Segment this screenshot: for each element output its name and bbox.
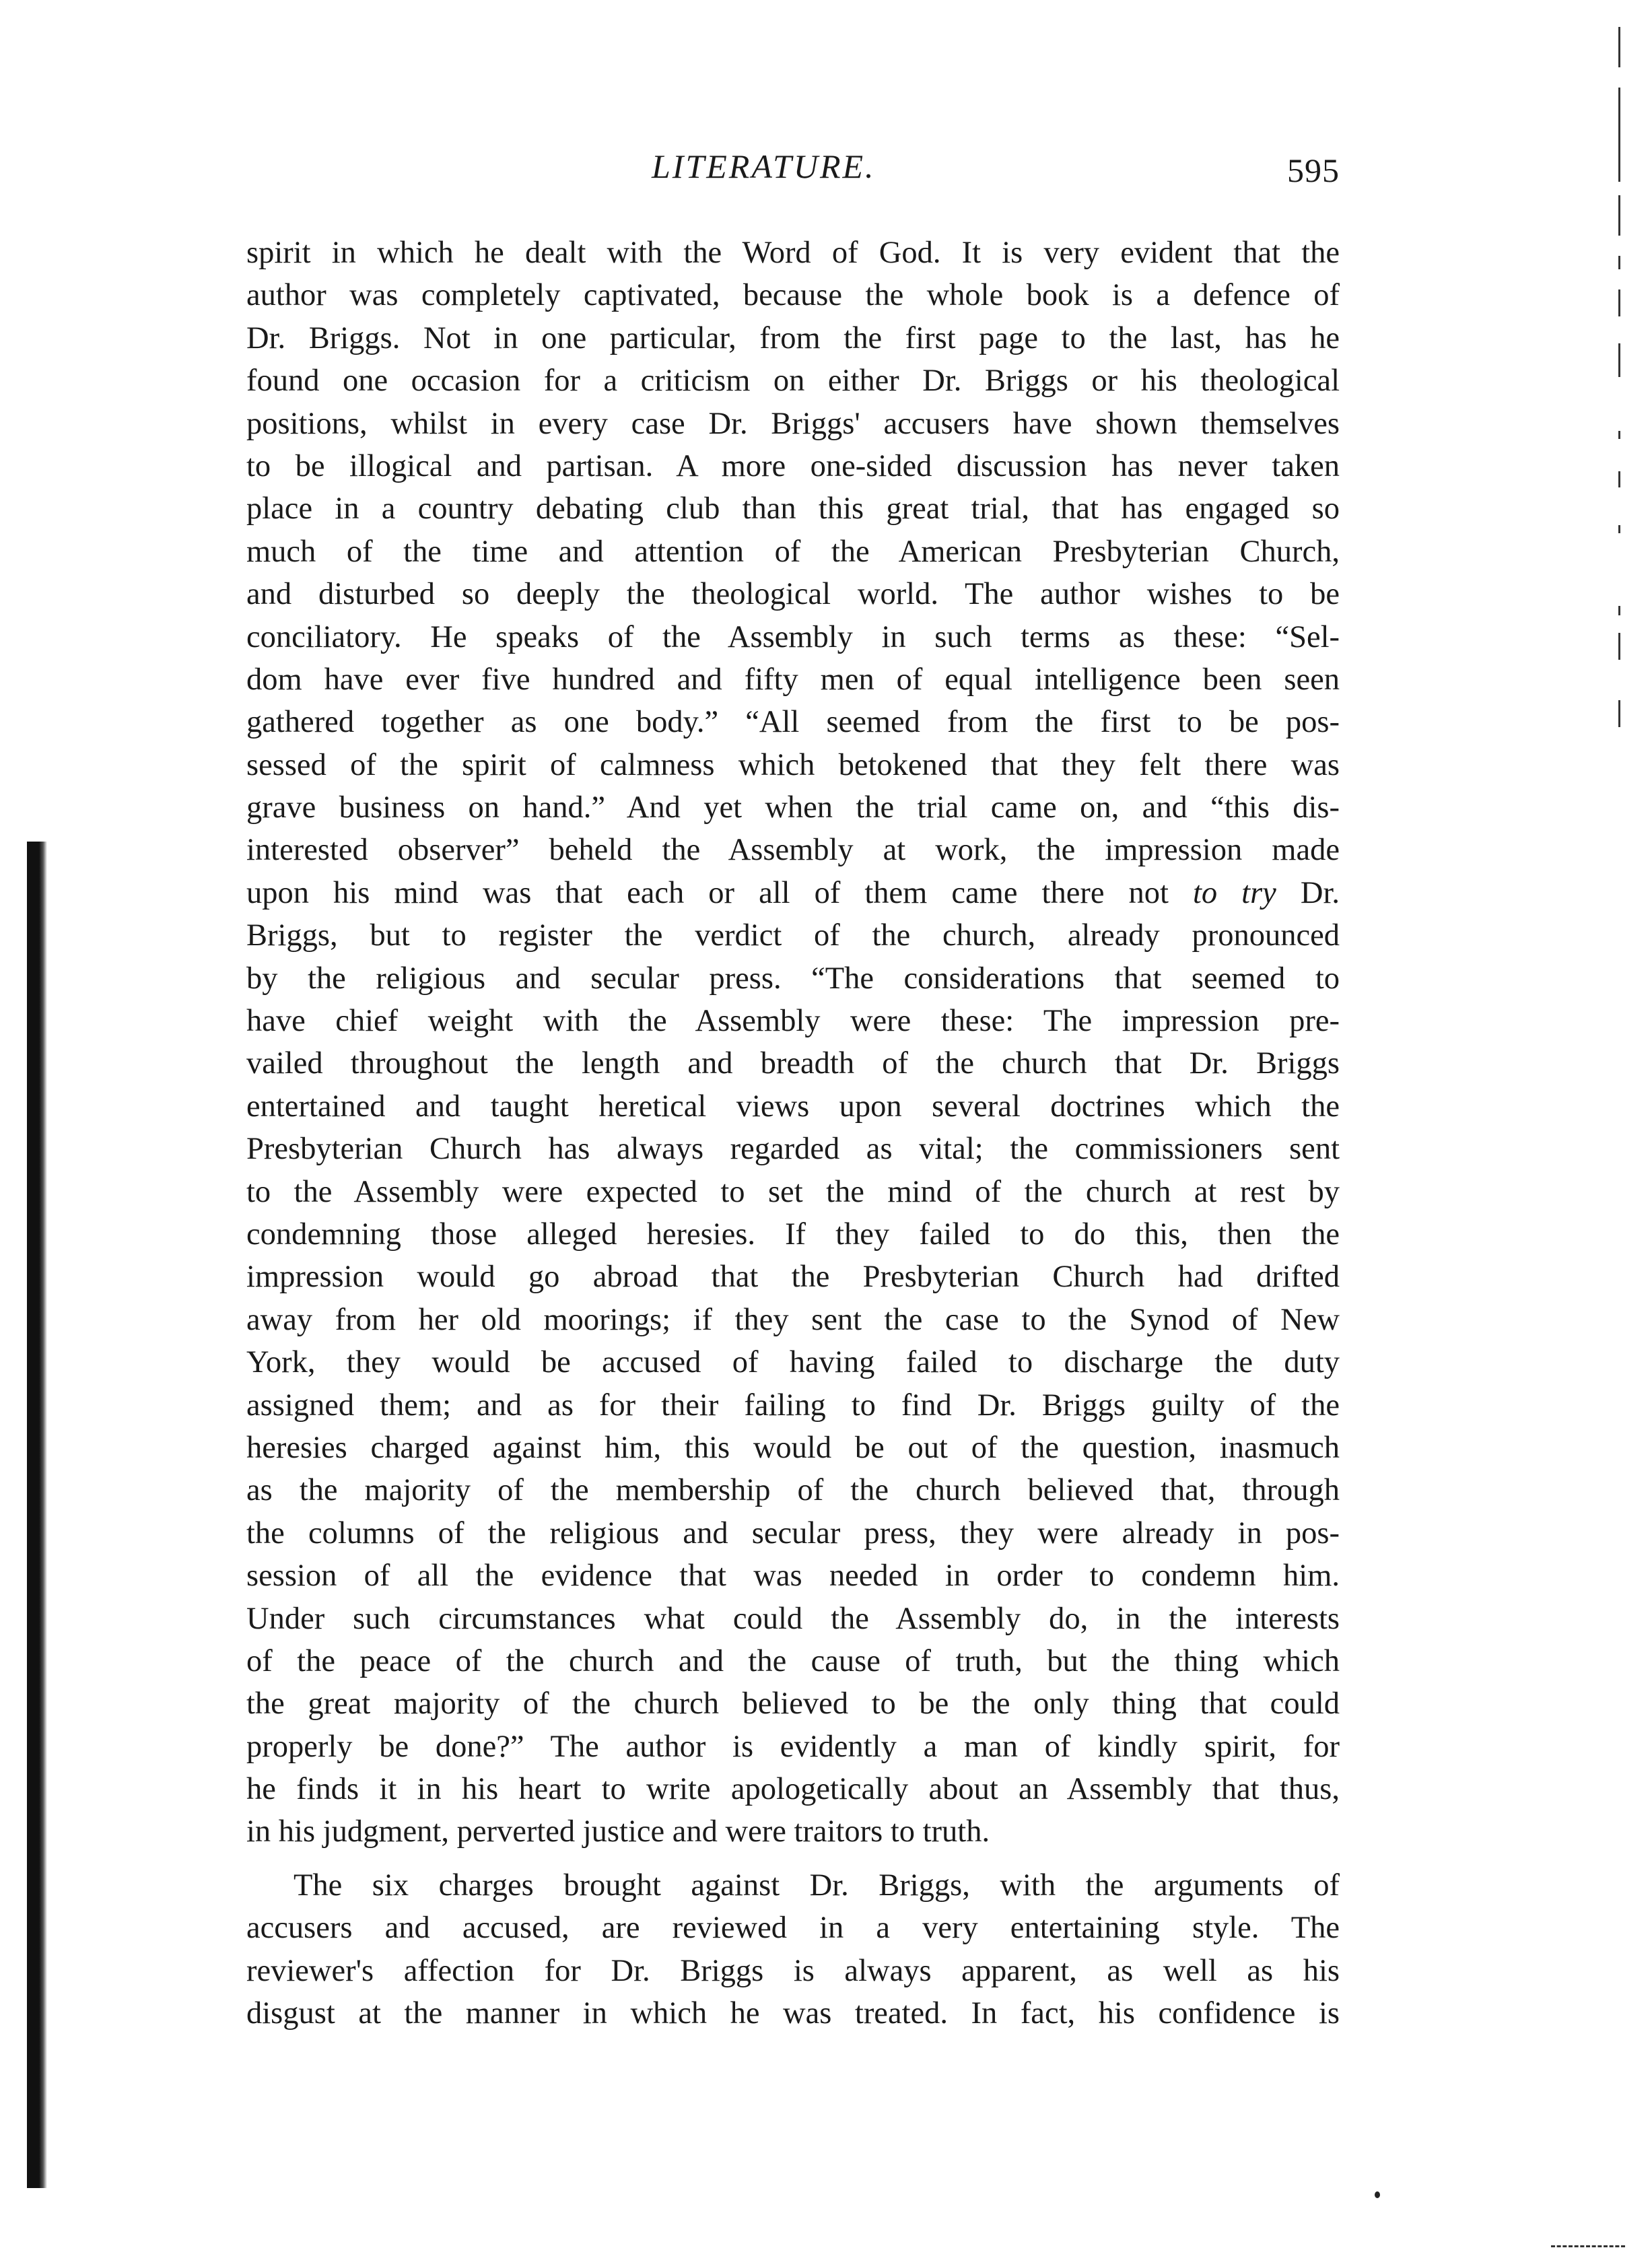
text-line: spirit in which he dealt with the Word of God. It is very evident that the: [246, 236, 1340, 270]
text-line: Dr. Briggs. Not in one particular, from the first page to the last, has he: [246, 320, 1340, 355]
text-run: Dr.: [1276, 875, 1340, 910]
text-line: to the Assembly were expected to set the mind of the church at rest by: [246, 1174, 1340, 1209]
text-line: dom have ever five hundred and fifty men of equal intelligence been seen: [246, 662, 1340, 697]
running-title: LITERATURE.: [652, 147, 876, 185]
text-line: the great majority of the church believed to be the only thing that could: [246, 1686, 1340, 1721]
text-line: of the peace of the church and the cause of truth, but the thing which: [246, 1643, 1340, 1678]
text-run: upon his mind was that each or all of them came there not: [246, 875, 1193, 910]
text-line: session of all the evidence that was needed in order to condemn him.: [246, 1559, 1340, 1594]
text-line: grave business on hand.” And yet when the trial came on, and “this dis-: [246, 790, 1340, 825]
text-line: accusers and accused, are reviewed in a very entertaining style. The: [246, 1911, 1340, 1946]
text-line: heresies charged against him, this would be out of the question, inasmuch: [246, 1430, 1340, 1465]
text-line: interested observer” beheld the Assembly at work, the impression made: [246, 833, 1340, 868]
scan-right-edge-marks: [1613, 27, 1640, 768]
text-line: the columns of the religious and secular press, they were already in pos-: [246, 1515, 1340, 1550]
text-line: in his judgment, perverted justice and were traitors to truth.: [246, 1814, 990, 1849]
scan-bottom-dash: [1551, 2245, 1625, 2250]
text-line: reviewer's affection for Dr. Briggs is always apparent, as well as his: [246, 1953, 1340, 1988]
scan-speck: [1375, 2191, 1380, 2198]
text-line: found one occasion for a criticism on either Dr. Briggs or his theological: [246, 364, 1340, 399]
text-line: properly be done?” The author is evidently a man of kindly spirit, for: [246, 1729, 1340, 1764]
paragraph-spacer: [246, 1853, 1340, 1864]
text-line: York, they would be accused of having failed to discharge the duty: [246, 1345, 1340, 1380]
scan-binding-mark: [32, 842, 35, 895]
text-line: to be illogical and partisan. A more one-sided discussion has never taken: [246, 448, 1340, 483]
text-line-with-italic: [246, 872, 1340, 914]
body-text: [246, 232, 1340, 2035]
text-line: conciliatory. He speaks of the Assembly in such terms as these: “Sel-: [246, 619, 1340, 654]
text-line: impression would go abroad that the Presbyterian Church had drifted: [246, 1260, 1340, 1295]
text-line: author was completely captivated, because the whole book is a defence of: [246, 278, 1340, 313]
text-line: The six charges brought against Dr. Briggs, with the arguments of: [294, 1868, 1340, 1903]
text-line: vailed throughout the length and breadth of the church that Dr. Briggs: [246, 1046, 1340, 1081]
text-line: have chief weight with the Assembly were these: The impression pre-: [246, 1004, 1340, 1039]
text-line: by the religious and secular press. “The considerations that seemed to: [246, 961, 1340, 996]
text-line: Presbyterian Church has always regarded as vital; the commissioners sent: [246, 1132, 1340, 1167]
text-line: away from her old moorings; if they sent the case to the Synod of New: [246, 1302, 1340, 1337]
text-line: Briggs, but to register the verdict of the church, already pronounced: [246, 918, 1340, 953]
text-line: and disturbed so deeply the theological world. The author wishes to be: [246, 577, 1340, 612]
text-line: positions, whilst in every case Dr. Briggs' accusers have shown themselves: [246, 406, 1340, 441]
text-line: gathered together as one body.” “All seemed from the first to be pos-: [246, 705, 1340, 740]
text-line: condemning those alleged heresies. If they failed to do this, then the: [246, 1217, 1340, 1252]
running-head: [242, 147, 1340, 201]
italic-emphasis: to try: [1192, 875, 1276, 910]
text-line: he finds it in his heart to write apologetically about an Assembly that thus,: [246, 1772, 1340, 1807]
paragraph-1: [246, 232, 1340, 1853]
scan-binding-shadow: [27, 842, 47, 2188]
paragraph-2: [246, 1864, 1340, 2035]
text-line: place in a country debating club than this great trial, that has engaged so: [246, 491, 1340, 526]
text-line: sessed of the spirit of calmness which betokened that they felt there was: [246, 747, 1340, 782]
text-line: as the majority of the membership of the church believed that, through: [246, 1473, 1340, 1508]
text-line: disgust at the manner in which he was treated. In fact, his confidence is: [246, 1996, 1340, 2031]
text-line: much of the time and attention of the American Presbyterian Church,: [246, 534, 1340, 569]
text-line: entertained and taught heretical views upon several doctrines which the: [246, 1089, 1340, 1124]
text-line: assigned them; and as for their failing to find Dr. Briggs guilty of the: [246, 1388, 1340, 1423]
text-line: Under such circumstances what could the Assembly do, in the interests: [246, 1601, 1340, 1636]
page-number: 595: [1287, 151, 1340, 189]
